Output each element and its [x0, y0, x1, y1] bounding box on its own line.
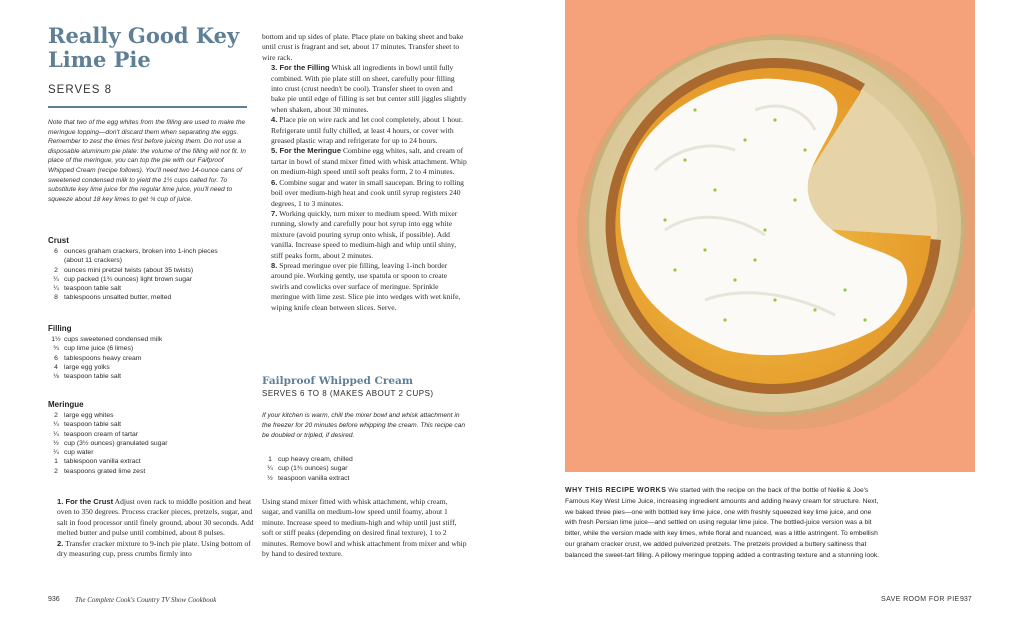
ingredient-qty: ½ [53, 439, 59, 447]
ingredient-qty [48, 256, 64, 265]
ingredient-text: teaspoon vanilla extract [278, 474, 350, 482]
ingredient-row [48, 266, 253, 275]
section-title: SAVE ROOM FOR PIE [881, 596, 960, 603]
ingredient-qty: 1½ [51, 336, 61, 343]
step-7-text: Working quickly, turn mixer to medium speed. With mixer running, slowly and carefully pour hot syrup into egg white mixture (avoid pouring syrup onto whisk, if possible). Add vanilla. Increase speed to medium-high and whip until shiny, stiff peaks form, about 2 minutes. [271, 208, 458, 260]
ingredient-row [262, 474, 467, 483]
whipped-cream-method [262, 497, 467, 559]
whipped-cream-serves: SERVES 6 TO 8 (MAKES ABOUT 2 CUPS) [262, 389, 434, 398]
book-title: The Complete Cook's Country TV Show Cookbook [75, 596, 217, 604]
ingredient-qty: 2 [54, 467, 58, 475]
ingredient-row [48, 448, 253, 457]
step-4-label: 4. [271, 115, 278, 125]
step-8 [262, 261, 467, 313]
ingredient-text: teaspoon table salt [64, 373, 122, 381]
step-2-continued: bottom and up sides of plate. Place plate on baking sheet and bake until crust is fragrant and set, about 17 minutes. Transfer sheet to wire rack. [262, 32, 464, 62]
ingredient-row [48, 363, 253, 372]
ingredient-qty: 6 [54, 354, 58, 362]
pie-photo [565, 0, 975, 472]
ingredient-qty: ¾ [53, 345, 59, 353]
ingredient-row [48, 439, 253, 448]
ingredient-qty: ½ [267, 474, 273, 482]
recipe-title [48, 24, 258, 72]
ingredient-qty: ¼ [53, 421, 59, 429]
ingredients-crust [48, 236, 253, 303]
step-6-label: 6. [271, 177, 278, 187]
whipped-cream-ingredients [262, 455, 467, 483]
ingredients-filling [48, 324, 253, 381]
whipped-cream-note: If your kitchen is warm, chill the mixer bowl and whisk attachment in the freezer for 20 minutes before whipping the cream. This recipe can be doubled or tripled, if desired. [262, 412, 466, 440]
recipe-title-line1: Really Good Key [48, 23, 240, 48]
step-1-text: Adjust oven rack to middle position and heat oven to 350 degrees. Process cracker pieces, pretzels, sugar, and salt in food processor until finely ground, about 30 seconds. Add melted butter and pulse until combined, about 8 pulses. [57, 497, 254, 538]
ingredient-text: cup water [64, 449, 94, 457]
whipped-cream-method-text: Using stand mixer fitted with whisk attachment, whip cream, sugar, and vanilla on medium-low speed until foamy, about 1 minute. Increase speed to medium-high and whip until just stiff, soft or stiff peaks (depending on desired final texture), 1 to 2 minutes. Remove bowl and whisk attachment from mixer and whip by hand to desired texture. [262, 497, 467, 559]
step-6-text: Combine sugar and water in small saucepan. Bring to rolling boil over medium-high heat and cook until syrup registers 240 degrees, 1 to 3 minutes. [271, 177, 464, 208]
ingredient-qty: ¼ [267, 465, 273, 473]
steps-column-middle [262, 32, 467, 313]
ingredient-text: cup (1¾ ounces) sugar [278, 465, 348, 473]
step-3 [262, 63, 467, 115]
ingredient-qty: 4 [54, 363, 58, 371]
meringue-heading: Meringue [48, 400, 84, 409]
ingredient-text: cups sweetened condensed milk [64, 336, 163, 343]
ingredient-row [48, 354, 253, 363]
step-1-label: 1. For the Crust [57, 497, 114, 506]
ingredient-text: large egg whites [64, 412, 114, 419]
right-page-number: 937 [960, 596, 972, 603]
ingredient-row [48, 457, 253, 466]
ingredient-text: tablespoons heavy cream [64, 354, 142, 362]
title-rule [48, 106, 247, 108]
step-3-label: 3. For the Filling [271, 63, 330, 73]
step-8-label: 8. [271, 260, 278, 270]
why-this-recipe-works [565, 486, 883, 562]
left-page-number: 936 [48, 596, 60, 603]
ingredient-row [48, 430, 253, 439]
ingredient-text: teaspoon cream of tartar [64, 430, 139, 438]
ingredient-text: teaspoons grated lime zest [64, 467, 146, 475]
ingredient-row [48, 293, 253, 302]
step-4 [262, 115, 467, 146]
ingredient-text: (about 11 crackers) [64, 257, 123, 265]
ingredient-row [48, 411, 253, 420]
ingredient-row [48, 275, 253, 284]
ingredient-text: large egg yolks [64, 363, 110, 371]
ingredient-text: ounces graham crackers, broken into 1-inch pieces [64, 248, 218, 255]
ingredient-qty: 2 [54, 266, 58, 274]
ingredients-meringue [48, 400, 253, 476]
ingredient-text: teaspoon table salt [64, 285, 122, 293]
ingredient-qty: 8 [54, 294, 58, 302]
ingredient-row [262, 464, 467, 473]
steps-column-left [48, 497, 254, 559]
filling-heading: Filling [48, 324, 72, 333]
ingredient-qty: 6 [54, 248, 58, 255]
ingredient-text: cup heavy cream, chilled [278, 456, 353, 463]
ingredient-text: tablespoons unsalted butter, melted [64, 294, 172, 302]
ingredient-qty: 2 [54, 412, 58, 419]
ingredient-qty: 1 [268, 456, 272, 463]
step-4-text: Place pie on wire rack and let cool completely, about 1 hour. Refrigerate until fully chilled, at least 4 hours, or cover with greased plastic wrap and refrigerate for up to 24 hours. [271, 115, 463, 146]
ingredient-text: cup lime juice (6 limes) [64, 345, 134, 353]
ingredient-text: ounces mini pretzel twists (about 35 twists) [64, 266, 194, 274]
ingredient-row [48, 247, 253, 256]
ingredient-row [48, 420, 253, 429]
step-7-label: 7. [271, 208, 278, 218]
ingredient-text: cup (3½ ounces) granulated sugar [64, 439, 168, 447]
step-2-text: Transfer cracker mixture to 9-inch pie plate. Using bottom of dry measuring cup, press crumbs firmly into [57, 538, 251, 559]
ingredient-row [48, 344, 253, 353]
ingredient-row [48, 284, 253, 293]
ingredient-qty: 1 [54, 458, 58, 466]
step-2 [48, 539, 254, 560]
whipped-cream-title: Failproof Whipped Cream [262, 375, 413, 387]
ingredient-text: tablespoon vanilla extract [64, 458, 141, 466]
recipe-title-line2: Lime Pie [48, 47, 151, 72]
step-5-text: Combine egg whites, salt, and cream of tartar in bowl of stand mixer fitted with whisk attachment. Whip on medium-high speed until soft peaks form, 2 to 4 minutes. [271, 146, 467, 177]
step-5 [262, 146, 467, 177]
step-7 [262, 209, 467, 261]
crust-heading: Crust [48, 236, 69, 245]
step-5-label: 5. For the Meringue [271, 146, 342, 156]
ingredient-qty: ¼ [53, 285, 59, 293]
step-1 [48, 497, 254, 539]
recipe-note: Note that two of the egg whites from the filling are used to make the meringue topping—don't discard them when separating the eggs. Remember to zest the limes first before juicing them. Do not use a disposable aluminum pie plate: the volume of the filling will not fit. In place of the meringue, you can top the pie with our Faifproof Whipped Cream (recipe follows). You'll need two 14-ounce cans of sweetened condensed milk to yield the 1½ cups called for. To substitute key lime juice for the regular lime juice, you'll need to squeeze about 18 key limes to get ¾ cup of juice. [48, 119, 246, 203]
ingredient-row [48, 372, 253, 381]
step-8-text: Spread meringue over pie filling, leaving 1-inch border around pie. Working gently, use spatula or spoon to create swirls and cowlicks over surface of meringue. Sprinkle meringue with lime zest. Slice pie into wedges with wet knife, wiping knife clean between slices. Serve. [271, 260, 461, 312]
step-2-label: 2. [57, 538, 64, 548]
ingredient-qty: ¼ [53, 275, 59, 283]
step-3-text: Whisk all ingredients in bowl until fully combined. With pie plate still on sheet, carefully pour filling into crust (crust needn't be cool). Transfer sheet to oven and bake pie until edge of filling is set but center still jiggles slightly when shaken, about 30 minutes. [271, 63, 467, 114]
why-text: We started with the recipe on the back of the bottle of Nellie & Joe's Famous Key West Lime Juice, increasing ingredient amounts and adding heavy cream for structure. Next, we baked three pies—one with bottled key lime juice, one with freshly squeezed key lime juice, and one with fresh Persian lime juice—and settled on using regular lime juice. The bottled-juice version was a bit bitter, while the version made with key limes, while floral and nuanced, was a little astringent. To embellish our graham cracker crust, we added pulverized pretzels. The pretzels provided a buttery saltiness that balanced the sweet-tart filling. A pillowy meringue topping added a contrasting texture and a stunning look. [565, 487, 880, 559]
ingredient-text: cup packed (1¾ ounces) light brown sugar [64, 275, 193, 283]
ingredient-qty: ¼ [53, 449, 59, 457]
ingredient-row [48, 335, 253, 344]
ingredient-row [262, 455, 467, 464]
recipe-serves: SERVES 8 [48, 84, 113, 96]
ingredient-qty: ⅛ [53, 373, 59, 381]
step-6 [262, 178, 467, 209]
ingredient-row [48, 467, 253, 476]
why-heading: WHY THIS RECIPE WORKS [565, 487, 667, 494]
ingredient-qty: ¼ [53, 430, 59, 438]
ingredient-text: teaspoon table salt [64, 421, 122, 429]
ingredient-row [48, 256, 253, 265]
key-lime-pie-illustration [565, 0, 975, 472]
